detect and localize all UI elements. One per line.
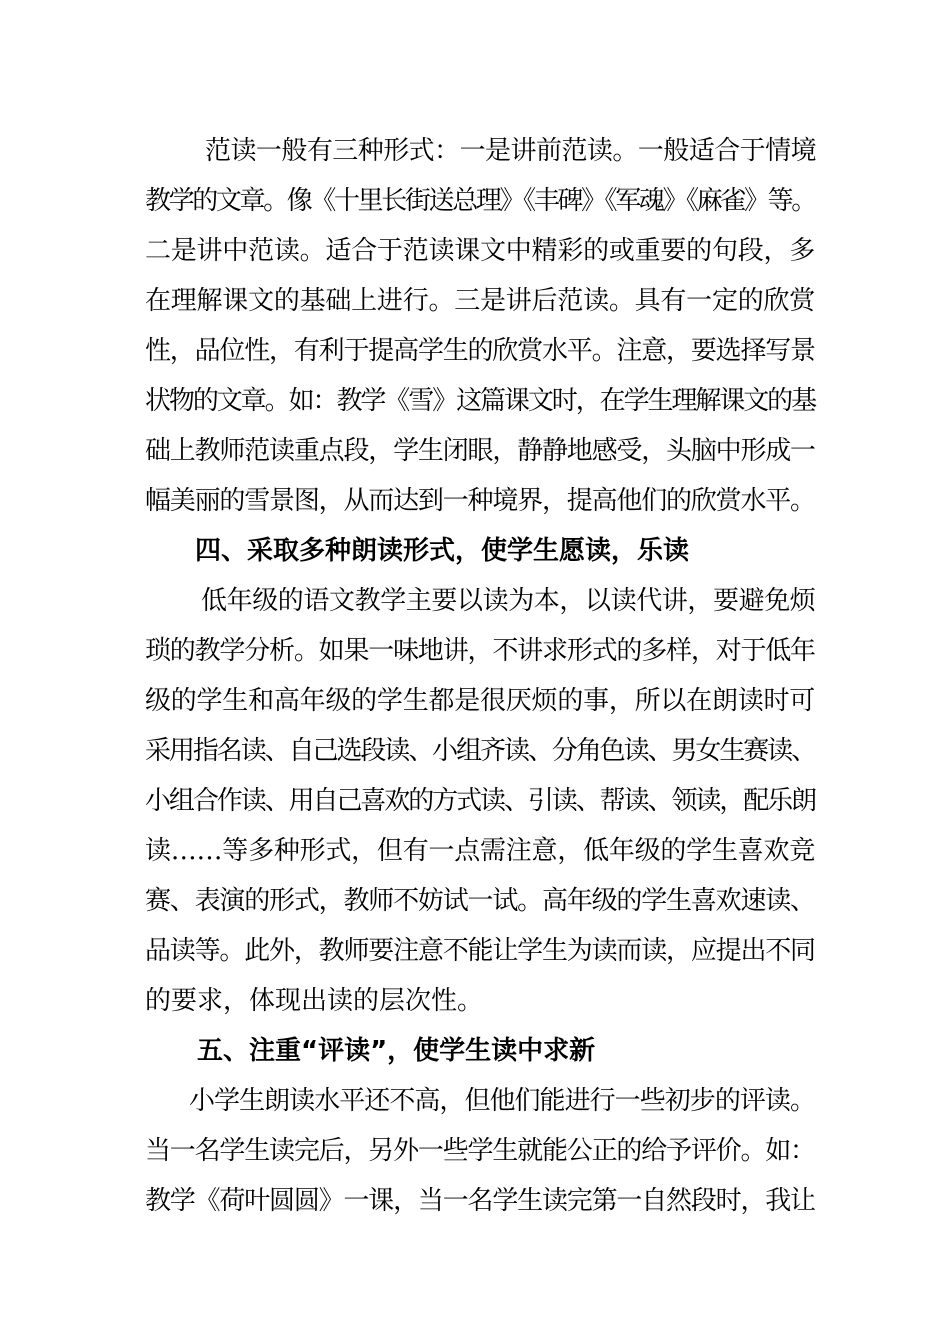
paragraph-line-8: 幅美丽的雪景图，从而达到一种境界，提高他们的欣赏水平。 [145, 486, 815, 516]
paragraph-line-2: 教学的文章。像《十里长街送总理》《丰碑》《军魂》《麻雀》等。 [145, 186, 815, 216]
section-heading-4: 四、采取多种朗读形式，使学生愿读，乐读 [195, 536, 690, 566]
paragraph-line-15: 读……等多种形式，但有一点需注意，低年级的学生喜欢竞 [145, 836, 816, 866]
paragraph-line-11: 琐的教学分析。如果一味地讲，不讲求形式的多样，对于低年 [145, 636, 815, 666]
paragraph-line-12: 级的学生和高年级的学生都是很厌烦的事，所以在朗读时可 [145, 686, 816, 716]
paragraph-line-20: 小学生朗读水平还不高，但他们能进行一些初步的评读。 [189, 1086, 816, 1116]
paragraph-line-21: 当一名学生读完后，另外一些学生就能公正的给予评价。如： [145, 1136, 815, 1166]
paragraph-line-3: 二是讲中范读。适合于范读课文中精彩的或重要的句段，多 [145, 236, 816, 266]
paragraph-line-18: 的要求，体现出读的层次性。 [145, 986, 484, 1016]
paragraph-line-6: 状物的文章。如：教学《雪》这篇课文时，在学生理解课文的基 [145, 386, 816, 416]
paragraph-line-1: 范读一般有三种形式：一是讲前范读。一般适合于情境 [205, 136, 817, 166]
paragraph-line-17: 品读等。此外，教师要注意不能让学生为读而读，应提出不同 [145, 936, 815, 966]
section-heading-5: 五、注重“评读”，使学生读中求新 [197, 1036, 596, 1066]
paragraph-line-13: 采用指名读、自己选段读、小组齐读、分角色读、男女生赛读、 [145, 736, 816, 766]
paragraph-line-5: 性，品位性，有利于提高学生的欣赏水平。注意，要选择写景 [145, 336, 815, 366]
paragraph-line-16: 赛、表演的形式，教师不妨试一试。高年级的学生喜欢速读、 [145, 886, 815, 916]
paragraph-line-7: 础上教师范读重点段，学生闭眼，静静地感受，头脑中形成一 [145, 436, 815, 466]
paragraph-line-22: 教学《荷叶圆圆》一课，当一名学生读完第一自然段时，我让 [145, 1186, 815, 1216]
paragraph-line-14: 小组合作读、用自己喜欢的方式读、引读、帮读、领读，配乐朗 [145, 786, 816, 816]
paragraph-line-4: 在理解课文的基础上进行。三是讲后范读。具有一定的欣赏 [145, 286, 816, 316]
paragraph-line-10: 低年级的语文教学主要以读为本，以读代讲，要避免烦 [201, 586, 816, 616]
